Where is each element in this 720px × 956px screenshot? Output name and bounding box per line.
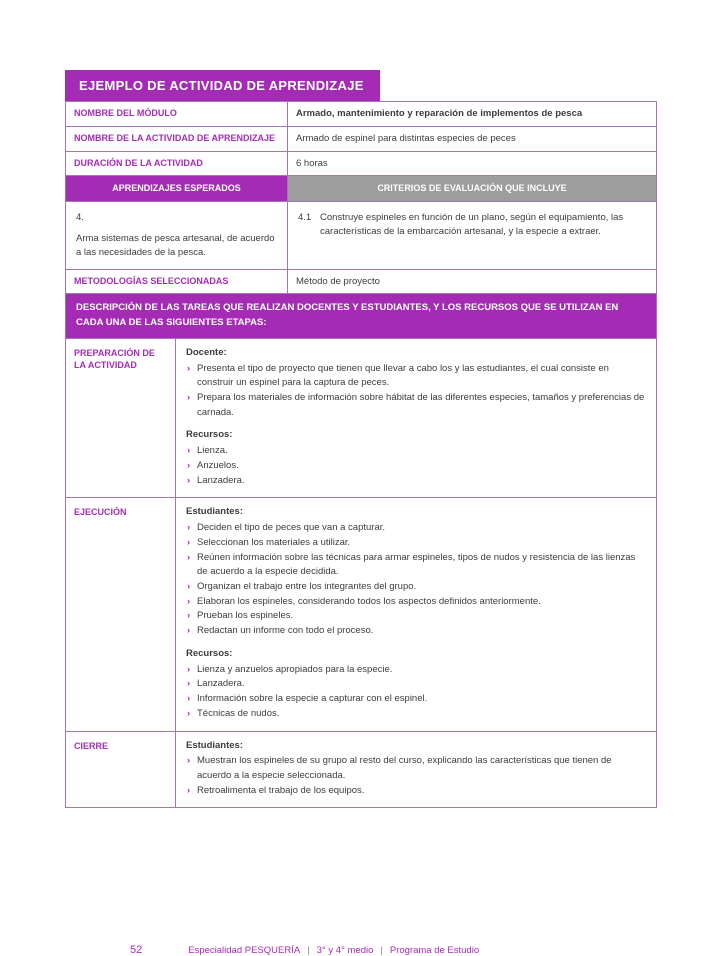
- bullet-list: [186, 663, 646, 722]
- footer-grade: 3° y 4° medio: [316, 945, 374, 956]
- page-title: EJEMPLO DE ACTIVIDAD DE APRENDIZAJE: [65, 70, 380, 101]
- stage-group: [186, 346, 646, 421]
- bullet-item: › Anzuelos.: [186, 459, 646, 474]
- stage-row: [66, 498, 656, 731]
- stage-group: [186, 647, 646, 722]
- learning-row: [66, 202, 656, 269]
- stage-group: [186, 428, 646, 488]
- bullet-item: › Lienza.: [186, 444, 646, 459]
- module-label: NOMBRE DEL MÓDULO: [66, 102, 288, 126]
- stage-label: EJECUCIÓN: [66, 498, 176, 730]
- footer-separator: |: [307, 945, 310, 956]
- methodology-row: [66, 270, 656, 295]
- description-banner: DESCRIPCIÓN DE LAS TAREAS QUE REALIZAN DOCENTES Y ESTUDIANTES, Y LOS RECURSOS QUE SE UTILIZAN EN CADA UNA DE LAS SIGUIENTES ETAPAS:: [66, 294, 656, 337]
- criterion-text: Construye espineles en función de un plano, según el equipamiento, las características de la embarcación artesanal, y la especie a extraer.: [320, 212, 624, 238]
- stage-group: [186, 505, 646, 639]
- bullet-item: › Redactan un informe con todo el proceso.: [186, 624, 646, 639]
- bullet-item: › Deciden el tipo de peces que van a capturar.: [186, 521, 646, 536]
- group-heading: Recursos:: [186, 647, 233, 659]
- module-value: Armado, mantenimiento y reparación de implementos de pesca: [296, 108, 583, 119]
- footer-specialty: Especialidad PESQUERÍA: [188, 945, 301, 956]
- bullet-item: › Elaboran los espineles, considerando todos los aspectos definidos anteriormente.: [186, 595, 646, 610]
- methodology-label: METODOLOGÍAS SELECCIONADAS: [66, 270, 288, 294]
- learning-header-row: [66, 176, 656, 202]
- activity-name-label: NOMBRE DE LA ACTIVIDAD DE APRENDIZAJE: [66, 127, 288, 151]
- bullet-list: [186, 444, 646, 488]
- stage-group: [186, 739, 646, 799]
- stage-content: [176, 498, 656, 730]
- expected-learning-header: APRENDIZAJES ESPERADOS: [66, 176, 288, 201]
- bullet-item: › Muestran los espineles de su grupo al resto del curso, explicando las características que tienen de acuerdo a la especie seleccionada.: [186, 754, 646, 783]
- methodology-value: Método de proyecto: [296, 275, 380, 287]
- bullet-item: › Retroalimenta el trabajo de los equipos.: [186, 784, 646, 799]
- module-row: [66, 102, 656, 127]
- activity-name-value: Armado de espinel para distintas especies de peces: [296, 132, 516, 144]
- bullet-item: › Reúnen información sobre las técnicas para armar espineles, tipos de nudos y resistencia de las lienzas de acuerdo a la especie decidida.: [186, 551, 646, 580]
- evaluation-criteria-header: CRITERIOS DE EVALUACIÓN QUE INCLUYE: [288, 176, 656, 201]
- bullet-item: › Organizan el trabajo entre los integrantes del grupo.: [186, 580, 646, 595]
- bullet-item: › Prueban los espineles.: [186, 609, 646, 624]
- page-number: 52: [130, 944, 143, 956]
- bullet-item: › Seleccionan los materiales a utilizar.: [186, 536, 646, 551]
- page-footer: [130, 944, 479, 956]
- bullet-list: [186, 754, 646, 798]
- group-heading: Recursos:: [186, 429, 233, 441]
- footer-program: Programa de Estudio: [389, 945, 480, 956]
- bullet-list: [186, 521, 646, 639]
- stage-row: [66, 732, 656, 808]
- learning-number: 4.: [76, 212, 84, 224]
- group-heading: Estudiantes:: [186, 739, 244, 751]
- group-heading: Docente:: [186, 346, 227, 358]
- stage-content: [176, 732, 656, 808]
- description-banner-row: [66, 294, 656, 338]
- duration-label: DURACIÓN DE LA ACTIVIDAD: [66, 152, 288, 176]
- group-heading: Estudiantes:: [186, 506, 244, 518]
- criterion-cell: [288, 202, 656, 268]
- bullet-item: › Lienza y anzuelos apropiados para la especie.: [186, 663, 646, 678]
- stage-row: [66, 339, 656, 499]
- bullet-item: › Técnicas de nudos.: [186, 707, 646, 722]
- duration-row: [66, 152, 656, 177]
- duration-value: 6 horas: [296, 157, 328, 169]
- activity-table: [65, 101, 657, 808]
- stage-content: [176, 339, 656, 498]
- footer-separator: |: [380, 945, 383, 956]
- activity-name-row: [66, 127, 656, 152]
- learning-text: Arma sistemas de pesca artesanal, de acuerdo a las necesidades de la pesca.: [76, 233, 275, 258]
- bullet-item: › Lanzadera.: [186, 677, 646, 692]
- criterion-number: 4.1: [298, 212, 312, 224]
- expected-learning-cell: [66, 202, 288, 268]
- document-page: [65, 70, 657, 956]
- bullet-item: › Información sobre la especie a capturar con el espinel.: [186, 692, 646, 707]
- bullet-list: [186, 362, 646, 421]
- stage-label: PREPARACIÓN DE LA ACTIVIDAD: [66, 339, 176, 498]
- bullet-item: › Lanzadera.: [186, 474, 646, 489]
- bullet-item: › Prepara los materiales de información sobre hábitat de las diferentes especies, tamaños y preferencias de carnada.: [186, 391, 646, 420]
- stage-label: CIERRE: [66, 732, 176, 808]
- bullet-item: › Presenta el tipo de proyecto que tienen que llevar a cabo los y las estudiantes, el cual consiste en construir un espinel para la captura de peces.: [186, 362, 646, 391]
